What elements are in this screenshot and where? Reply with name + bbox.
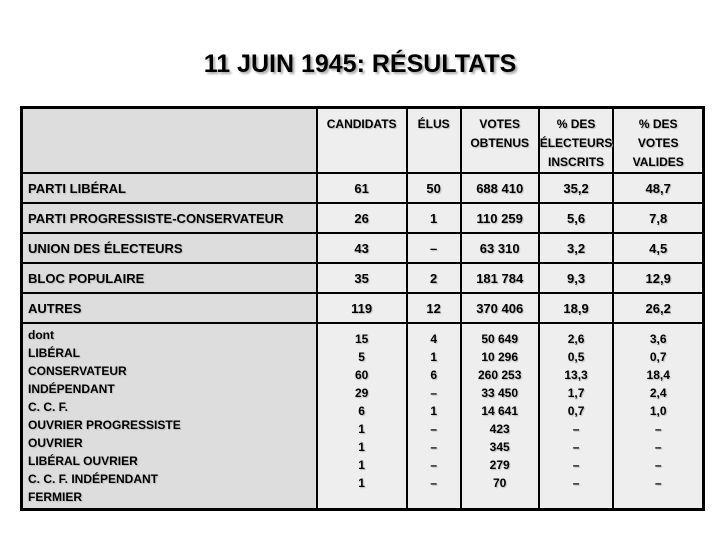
table-row [22, 203, 704, 233]
corner-cell [22, 108, 317, 174]
sub-party-name: OUVRIER PROGRESSISTE [28, 418, 181, 432]
sub-value: – [572, 422, 580, 436]
sub-value: 1 [358, 458, 365, 472]
sub-value: 50 649 [481, 332, 519, 346]
column-header [539, 108, 614, 174]
sub-value: 345 [489, 440, 510, 454]
sub-party-name: LIBÉRAL [28, 346, 80, 360]
sub-value: 1,0 [649, 404, 667, 418]
sub-value: – [654, 422, 662, 436]
header-line: VOTES [637, 136, 679, 150]
value-cell: 26 [317, 203, 407, 233]
value-cell: 370 406 [461, 293, 539, 323]
sub-value: 13,3 [564, 368, 588, 382]
sub-heading: dont [28, 328, 54, 342]
sub-value: – [654, 476, 662, 490]
sub-value: 4 [430, 332, 437, 346]
sub-value: 1 [358, 422, 365, 436]
value-cell: 18,9 [539, 293, 614, 323]
sub-party-name: FERMIER [28, 490, 82, 504]
value-cell: 43 [317, 233, 407, 263]
sub-value: 423 [489, 422, 510, 436]
value-cell: 61 [317, 173, 407, 203]
value-cell: 35 [317, 263, 407, 293]
sub-value: 60 [354, 368, 369, 382]
sub-party-name: INDÉPENDANT [28, 382, 115, 396]
sub-value: – [654, 458, 662, 472]
table-row [22, 293, 704, 323]
party-name: PARTI PROGRESSISTE-CONSERVATEUR [22, 203, 317, 233]
sub-value: – [430, 458, 437, 472]
sub-value: 6 [430, 368, 437, 382]
sub-value: – [430, 440, 437, 454]
sub-value: – [430, 422, 437, 436]
value-cell: 1 [407, 203, 461, 233]
value-cell: 50 [407, 173, 461, 203]
header-line: VOTES [479, 117, 521, 131]
value-cell: 7,8 [613, 203, 703, 233]
value-cell: 688 410 [461, 173, 539, 203]
sub-parties-row [22, 323, 704, 510]
column-header [613, 108, 703, 174]
value-cell: 48,7 [613, 173, 703, 203]
party-name: PARTI LIBÉRAL [22, 173, 317, 203]
sub-party-name: C. C. F. INDÉPENDANT [28, 472, 159, 486]
sub-party-list [22, 323, 317, 510]
column-header [461, 108, 539, 174]
sub-value: 10 296 [481, 350, 519, 364]
value-cell: 35,2 [539, 173, 614, 203]
header-line: VALIDES [632, 155, 684, 169]
value-cell: 110 259 [461, 203, 539, 233]
value-cell: 4,5 [613, 233, 703, 263]
sub-value: 29 [354, 386, 369, 400]
sub-value: 14 641 [481, 404, 519, 418]
sub-value-column [613, 323, 703, 510]
table-row [22, 233, 704, 263]
sub-value: – [572, 440, 580, 454]
header-line: OBTENUS [470, 136, 530, 150]
value-cell: 5,6 [539, 203, 614, 233]
party-name: BLOC POPULAIRE [22, 263, 317, 293]
sub-value: – [572, 458, 580, 472]
sub-value: 1 [430, 404, 437, 418]
party-name: UNION DES ÉLECTEURS [22, 233, 317, 263]
header-line: INSCRITS [548, 155, 605, 169]
sub-party-name: C. C. F. [28, 400, 69, 414]
sub-value: 1 [358, 476, 365, 490]
sub-value: – [430, 386, 437, 400]
value-cell: 2 [407, 263, 461, 293]
sub-party-name: OUVRIER [28, 436, 83, 450]
value-cell: – [407, 233, 461, 263]
sub-value-column [539, 323, 614, 510]
sub-value: 18,4 [646, 368, 670, 382]
sub-value: – [430, 476, 437, 490]
value-cell: 119 [317, 293, 407, 323]
sub-value: 260 253 [477, 368, 522, 382]
header-line: ÉLECTEURS [539, 136, 613, 150]
table-row [22, 263, 704, 293]
sub-value: 0,7 [567, 404, 585, 418]
sub-value: 6 [358, 404, 365, 418]
value-cell: 181 784 [461, 263, 539, 293]
sub-value: 0,5 [567, 350, 585, 364]
sub-value-column [317, 323, 407, 510]
column-header [407, 108, 461, 174]
sub-value: 5 [358, 350, 365, 364]
sub-value: 15 [354, 332, 369, 346]
sub-party-name: LIBÉRAL OUVRIER [28, 454, 138, 468]
results-table [20, 106, 705, 511]
value-cell: 3,2 [539, 233, 614, 263]
sub-value: 3,6 [649, 332, 667, 346]
sub-value: 1,7 [567, 386, 585, 400]
header-line: % DES [556, 117, 596, 131]
value-cell: 12 [407, 293, 461, 323]
column-header [317, 108, 407, 174]
header-row [22, 108, 704, 174]
value-cell: 63 310 [461, 233, 539, 263]
sub-value: – [654, 440, 662, 454]
header-line: CANDIDATS [326, 117, 397, 131]
header-line: % DES [638, 117, 678, 131]
sub-value: 0,7 [649, 350, 667, 364]
party-name: AUTRES [22, 293, 317, 323]
sub-value: – [572, 476, 580, 490]
sub-value-column [407, 323, 461, 510]
header-line: ÉLUS [417, 117, 450, 131]
sub-value: 33 450 [481, 386, 519, 400]
sub-value: 279 [489, 458, 510, 472]
sub-value: 70 [493, 476, 507, 490]
sub-party-name: CONSERVATEUR [28, 364, 127, 378]
table-row [22, 173, 704, 203]
value-cell: 12,9 [613, 263, 703, 293]
sub-value: 2,4 [649, 386, 667, 400]
sub-value: 1 [430, 350, 437, 364]
value-cell: 9,3 [539, 263, 614, 293]
value-cell: 26,2 [613, 293, 703, 323]
sub-value: 1 [358, 440, 365, 454]
page-title: 11 JUIN 1945: RÉSULTATS [203, 50, 517, 78]
sub-value: 2,6 [567, 332, 585, 346]
sub-value-column [461, 323, 539, 510]
